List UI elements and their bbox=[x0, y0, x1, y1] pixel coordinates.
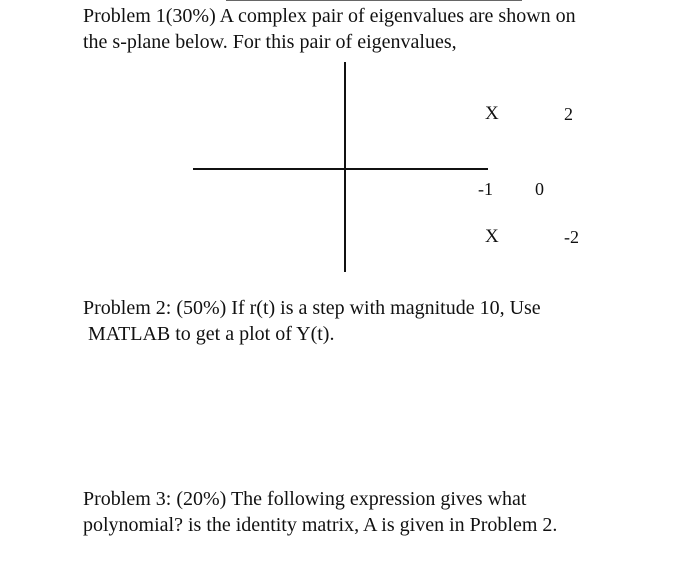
problem2-line1: Problem 2: (50%) If r(t) is a step with magnitude 10, Use bbox=[83, 297, 541, 319]
imag-tick-label-neg2: -2 bbox=[564, 227, 579, 247]
real-tick-label-neg1: -1 bbox=[478, 179, 493, 199]
imag-tick-label-pos2: 2 bbox=[564, 104, 573, 124]
problem1-line1: Problem 1(30%) A complex pair of eigenvalues are shown on bbox=[83, 5, 576, 27]
real-tick-label-zero: 0 bbox=[535, 179, 544, 199]
problem1-line2: the s-plane below. For this pair of eigenvalues, bbox=[83, 31, 457, 53]
problem3-line2: polynomial? is the identity matrix, A is given in Problem 2. bbox=[83, 514, 558, 536]
pole-marker-lower: X bbox=[485, 226, 499, 247]
pole-marker-upper: X bbox=[485, 103, 499, 124]
problem2-line2: MATLAB to get a plot of Y(t). bbox=[88, 323, 335, 345]
problem3-line1: Problem 3: (20%) The following expression gives what bbox=[83, 488, 527, 510]
